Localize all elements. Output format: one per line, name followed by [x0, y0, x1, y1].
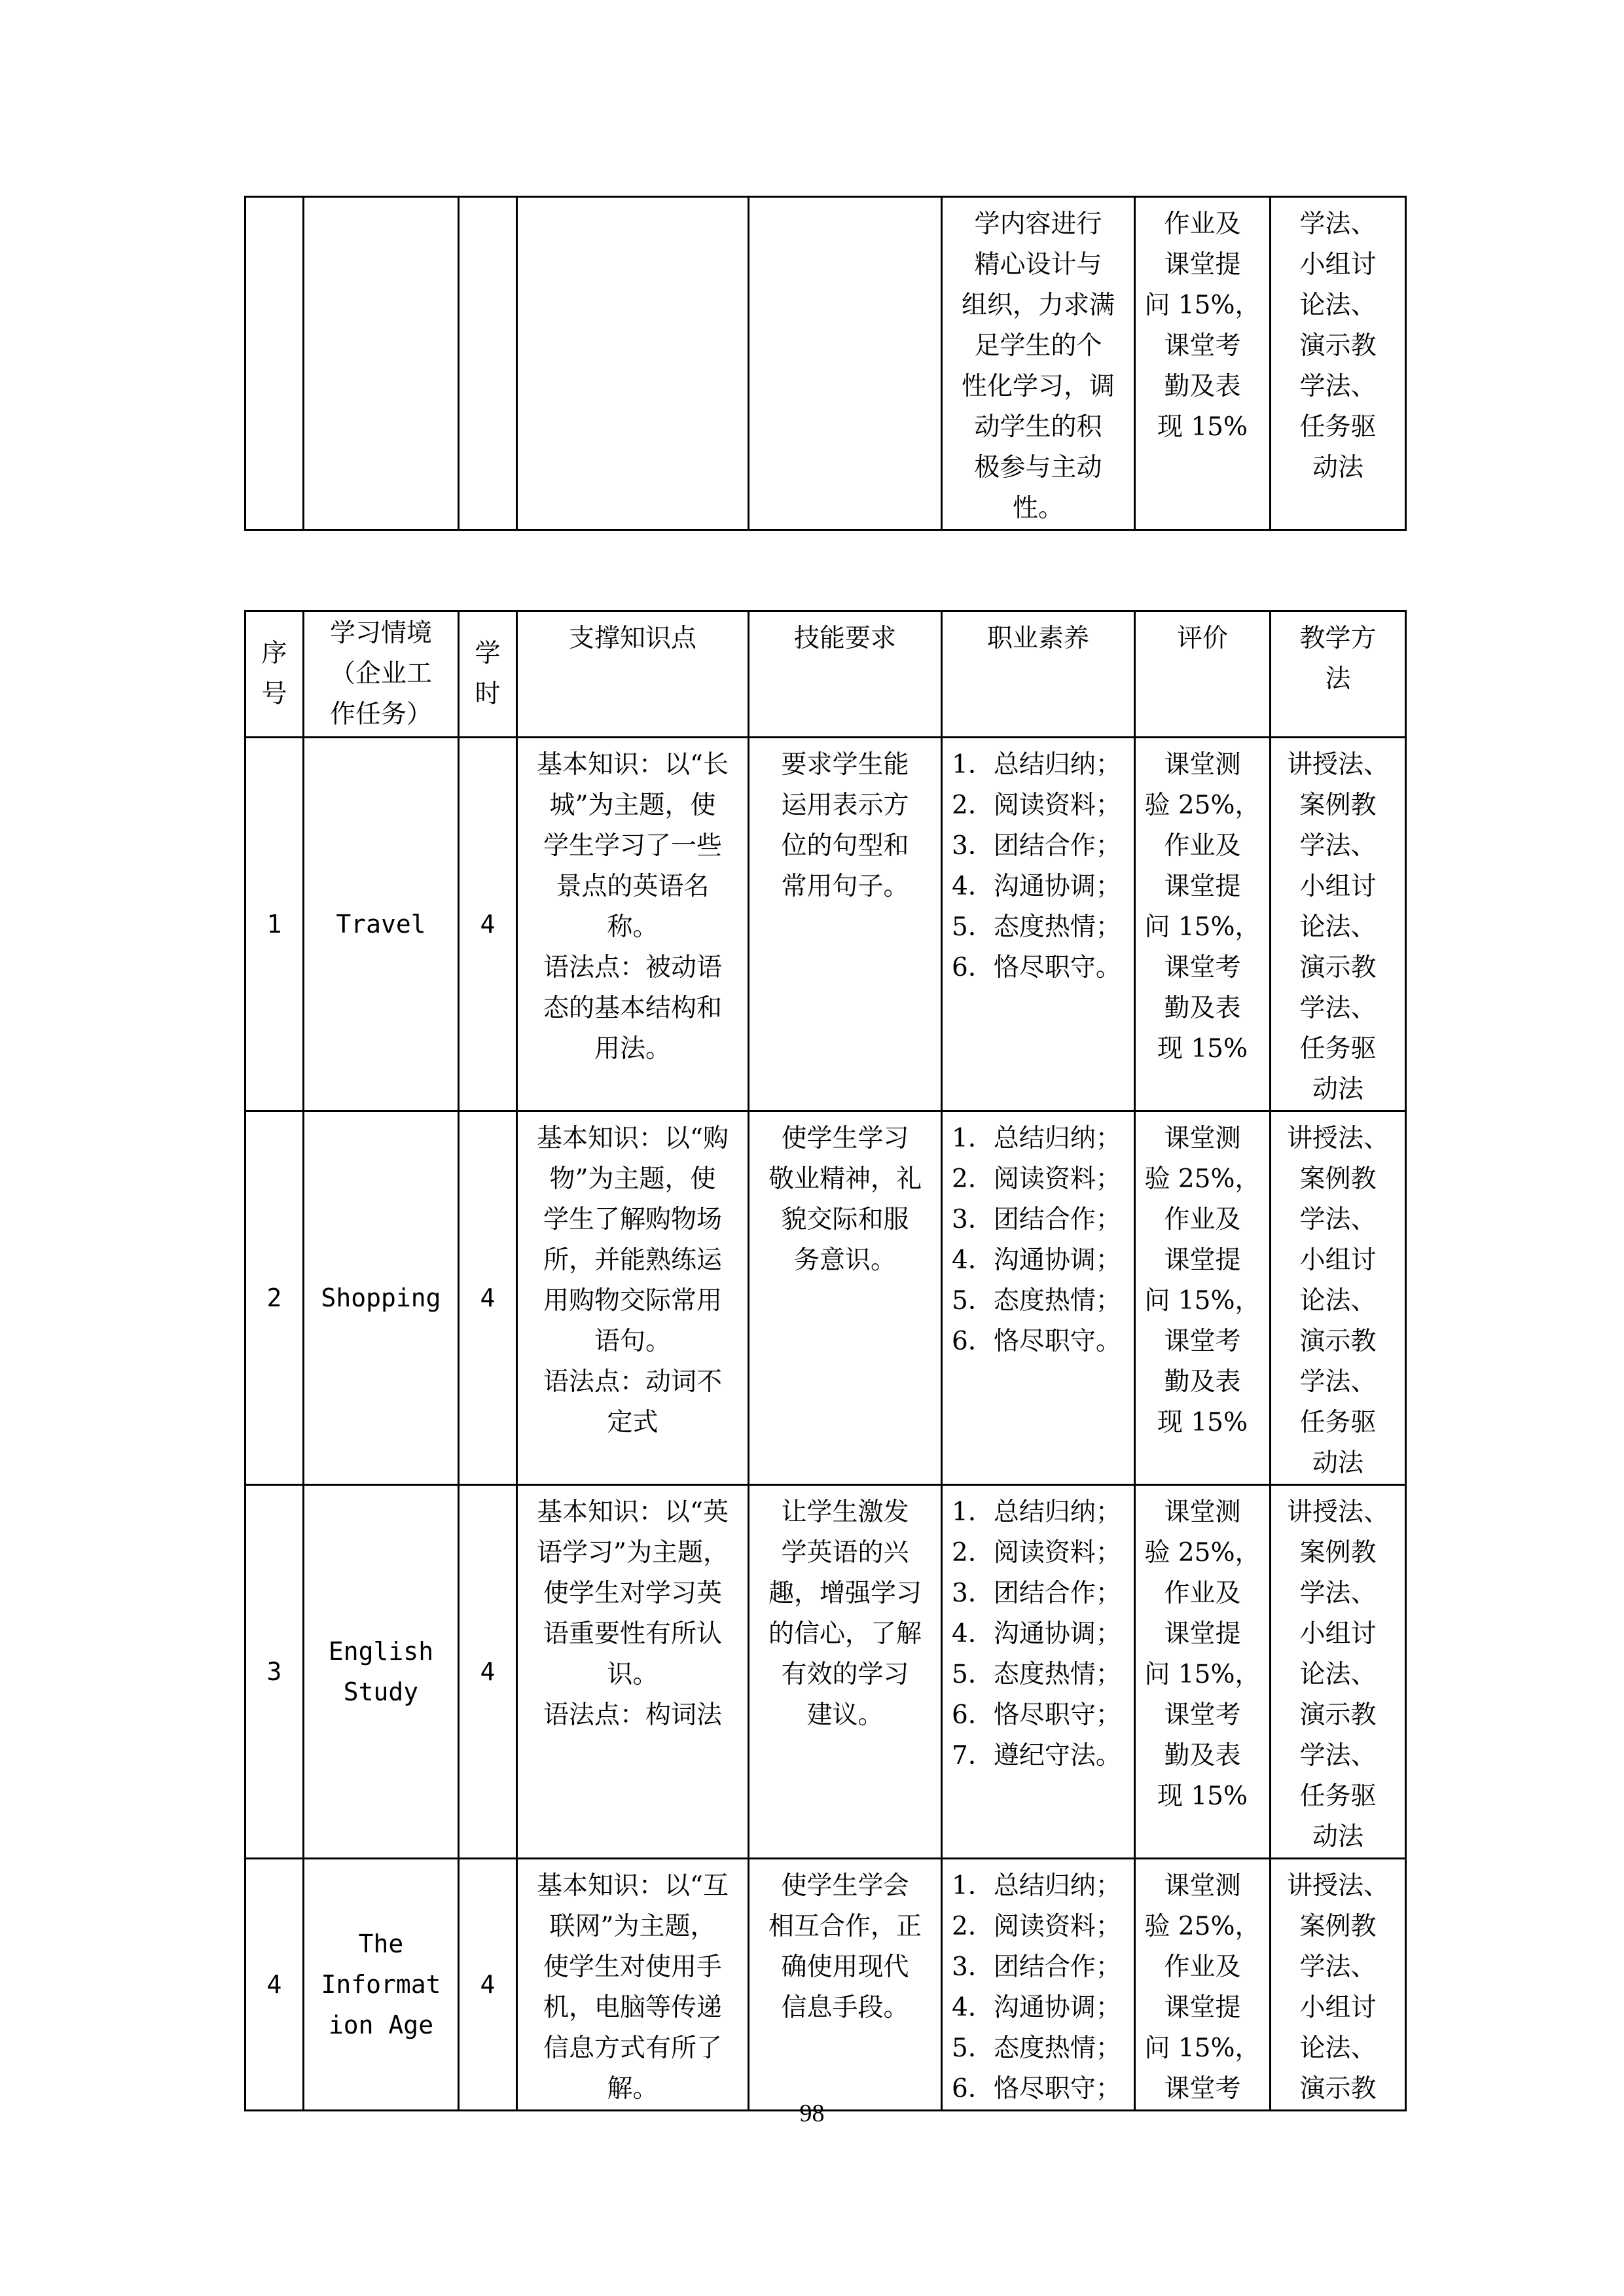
method-line: 论法、: [1299, 1660, 1377, 1689]
seq-cell: 4: [245, 1859, 304, 2111]
vocational-line: 2．阅读资料；: [952, 1912, 1121, 1941]
scenario-line: The: [358, 1929, 404, 1958]
continuation-row: [245, 197, 1406, 530]
vocational-cell: [942, 1859, 1135, 2111]
seq-cell: 3: [245, 1485, 304, 1859]
vocational-line: 3．团结合作；: [952, 1952, 1121, 1982]
evaluation-cell: [1135, 738, 1271, 1111]
skills-line: 常用句子。: [781, 872, 909, 901]
evaluation-line: 现 15%: [1157, 1782, 1248, 1811]
evaluation-line: 作业及: [1164, 831, 1241, 861]
vocational-cell: [942, 1485, 1135, 1859]
continuation-method-line: 学法、: [1299, 372, 1377, 401]
scenario-line: Study: [343, 1677, 419, 1706]
method-line: 演示教: [1299, 953, 1377, 982]
method-line: 论法、: [1299, 2034, 1377, 2063]
method-line: 案例教: [1299, 1538, 1377, 1568]
continuation-vocational-line: 学内容进行: [974, 209, 1102, 239]
continuation-evaluation-line: 勤及表: [1164, 372, 1241, 401]
vocational-line: 1．总结归纳；: [952, 1124, 1121, 1153]
method-line: 学法、: [1299, 1579, 1377, 1608]
knowledge-line: 学生了解购物场: [543, 1205, 722, 1234]
method-line: 学法、: [1299, 1367, 1377, 1397]
method-line: 动法: [1312, 1075, 1363, 1104]
skills-cell: [749, 738, 942, 1111]
skills-line: 让学生激发: [781, 1498, 909, 1527]
skills-line: 相互合作，正: [768, 1912, 922, 1941]
continuation-evaluation-cell: [1135, 197, 1271, 530]
evaluation-line: 课堂测: [1164, 1498, 1241, 1527]
page-number: 98: [799, 2100, 825, 2127]
header-scenario-line: 学习情境: [329, 619, 432, 648]
table-row: [245, 738, 1406, 1111]
knowledge-line: 学生学习了一些: [543, 831, 722, 861]
evaluation-line: 验 25%，: [1144, 791, 1261, 820]
vocational-line: 6．恪尽职守。: [952, 1327, 1121, 1356]
vocational-line: 5．态度热情；: [952, 1660, 1121, 1689]
continuation-vocational-line: 性。: [1012, 493, 1064, 523]
method-cell: [1271, 1859, 1406, 2111]
knowledge-line: 基本知识：以“购: [537, 1124, 729, 1153]
knowledge-line: 城”为主题，使: [549, 791, 716, 820]
evaluation-line: 作业及: [1164, 1952, 1241, 1982]
scenario-line: Travel: [336, 910, 426, 939]
skills-line: 确使用现代: [781, 1952, 909, 1982]
curriculum-table: [244, 610, 1407, 2111]
hours-cell: 4: [459, 1111, 517, 1485]
knowledge-line: 语法点：动词不: [543, 1367, 722, 1397]
evaluation-line: 课堂提: [1164, 1246, 1241, 1275]
method-line: 演示教: [1299, 1327, 1377, 1356]
continuation-table: [244, 196, 1407, 531]
knowledge-line: 联网”为主题，: [549, 1912, 716, 1941]
header-knowledge: 支撑知识点: [517, 611, 749, 738]
continuation-method-line: 动法: [1312, 453, 1363, 482]
continuation-evaluation-line: 现 15%: [1157, 412, 1248, 442]
continuation-evaluation-line: 作业及: [1164, 209, 1241, 239]
method-line: 动法: [1312, 1448, 1363, 1478]
knowledge-cell: [517, 738, 749, 1111]
skills-line: 使学生学会: [781, 1871, 909, 1901]
continuation-vocational-line: 组织，力求满: [961, 291, 1115, 320]
knowledge-line: 语句。: [594, 1327, 671, 1356]
continuation-vocational-line: 性化学习，调: [961, 372, 1115, 401]
scenario-line: Shopping: [321, 1283, 441, 1312]
vocational-line: 1．总结归纳；: [952, 750, 1121, 780]
evaluation-line: 课堂考: [1164, 953, 1241, 982]
knowledge-line: 使学生对学习英: [543, 1579, 722, 1608]
header-seq: [245, 611, 304, 738]
evaluation-line: 勤及表: [1164, 994, 1241, 1023]
header-hours-line: 学: [475, 639, 501, 668]
knowledge-line: 基本知识：以“互: [537, 1871, 729, 1901]
knowledge-line: 用购物交际常用: [543, 1286, 722, 1316]
vocational-line: 2．阅读资料；: [952, 1164, 1121, 1194]
seq-cell: 2: [245, 1111, 304, 1485]
vocational-line: 4．沟通协调；: [952, 1619, 1121, 1649]
header-scenario-line: 作任务）: [329, 700, 432, 729]
vocational-line: 6．恪尽职守；: [952, 2074, 1121, 2104]
method-line: 任务驱: [1299, 1782, 1377, 1811]
vocational-cell: [942, 738, 1135, 1111]
continuation-method-line: 论法、: [1299, 291, 1377, 320]
continuation-method-line: 任务驱: [1299, 412, 1377, 442]
continuation-vocational-cell: [942, 197, 1135, 530]
hours-cell: 4: [459, 738, 517, 1111]
method-line: 讲授法、: [1286, 1871, 1389, 1901]
header-seq-line: 序: [261, 639, 287, 668]
evaluation-line: 验 25%，: [1144, 1912, 1261, 1941]
method-cell: [1271, 738, 1406, 1111]
evaluation-line: 勤及表: [1164, 1741, 1241, 1770]
skills-cell: [749, 1485, 942, 1859]
method-line: 论法、: [1299, 1286, 1377, 1316]
evaluation-line: 作业及: [1164, 1579, 1241, 1608]
vocational-cell: [942, 1111, 1135, 1485]
evaluation-line: 勤及表: [1164, 1367, 1241, 1397]
continuation-method-line: 演示教: [1299, 331, 1377, 361]
vocational-line: 5．态度热情；: [952, 1286, 1121, 1316]
evaluation-line: 课堂提: [1164, 872, 1241, 901]
evaluation-line: 作业及: [1164, 1205, 1241, 1234]
skills-cell: [749, 1859, 942, 2111]
evaluation-cell: [1135, 1859, 1271, 2111]
vocational-line: 6．恪尽职守。: [952, 953, 1121, 982]
header-evaluation: 评价: [1135, 611, 1271, 738]
evaluation-cell: [1135, 1111, 1271, 1485]
continuation-evaluation-line: 课堂提: [1164, 250, 1241, 279]
evaluation-line: 课堂测: [1164, 1871, 1241, 1901]
skills-line: 位的句型和: [781, 831, 909, 861]
method-line: 小组讨: [1299, 1619, 1377, 1649]
continuation-evaluation-line: 问 15%，: [1144, 291, 1261, 320]
vocational-line: 4．沟通协调；: [952, 1993, 1121, 2022]
continuation-seq-cell: [245, 197, 304, 530]
skills-line: 有效的学习: [781, 1660, 909, 1689]
header-row: [245, 611, 1406, 738]
skills-line: 的信心，了解: [768, 1619, 922, 1649]
continuation-method-line: 学法、: [1299, 209, 1377, 239]
header-hours-line: 时: [475, 679, 501, 709]
evaluation-line: 问 15%，: [1144, 912, 1261, 942]
evaluation-line: 问 15%，: [1144, 2034, 1261, 2063]
header-scenario-line: （企业工: [329, 659, 432, 689]
evaluation-line: 现 15%: [1157, 1034, 1248, 1064]
evaluation-line: 课堂提: [1164, 1619, 1241, 1649]
knowledge-line: 物”为主题，使: [549, 1164, 716, 1194]
continuation-knowledge-cell: [517, 197, 749, 530]
seq-cell: 1: [245, 738, 304, 1111]
knowledge-cell: [517, 1859, 749, 2111]
evaluation-line: 课堂考: [1164, 1700, 1241, 1730]
knowledge-line: 解。: [607, 2074, 659, 2104]
header-method-line: 教学方: [1299, 624, 1377, 653]
method-cell: [1271, 1111, 1406, 1485]
header-vocational: 职业素养: [942, 611, 1135, 738]
knowledge-line: 语重要性有所认: [543, 1619, 722, 1649]
evaluation-line: 问 15%，: [1144, 1286, 1261, 1316]
method-line: 学法、: [1299, 1952, 1377, 1982]
continuation-vocational-line: 动学生的积: [974, 412, 1102, 442]
scenario-cell: [304, 1485, 459, 1859]
method-line: 讲授法、: [1286, 750, 1389, 780]
table-row: [245, 1485, 1406, 1859]
knowledge-cell: [517, 1485, 749, 1859]
evaluation-line: 课堂提: [1164, 1993, 1241, 2022]
vocational-line: 6．恪尽职守；: [952, 1700, 1121, 1730]
vocational-line: 5．态度热情；: [952, 2034, 1121, 2063]
evaluation-line: 问 15%，: [1144, 1660, 1261, 1689]
skills-line: 趣，增强学习: [768, 1579, 922, 1608]
method-line: 案例教: [1299, 1912, 1377, 1941]
method-line: 学法、: [1299, 1205, 1377, 1234]
header-seq-line: 号: [261, 679, 287, 709]
scenario-cell: [304, 1859, 459, 2111]
method-line: 讲授法、: [1286, 1124, 1389, 1153]
header-hours: [459, 611, 517, 738]
vocational-line: 1．总结归纳；: [952, 1871, 1121, 1901]
knowledge-cell: [517, 1111, 749, 1485]
method-line: 案例教: [1299, 1164, 1377, 1194]
scenario-line: Informat: [321, 1970, 441, 1999]
knowledge-line: 语法点：构词法: [543, 1700, 722, 1730]
method-line: 学法、: [1299, 994, 1377, 1023]
vocational-line: 2．阅读资料；: [952, 1538, 1121, 1568]
method-line: 任务驱: [1299, 1408, 1377, 1437]
knowledge-line: 用法。: [594, 1034, 671, 1064]
continuation-hours-cell: [459, 197, 517, 530]
method-line: 学法、: [1299, 831, 1377, 861]
evaluation-line: 现 15%: [1157, 1408, 1248, 1437]
method-line: 演示教: [1299, 2074, 1377, 2104]
evaluation-line: 验 25%，: [1144, 1164, 1261, 1194]
evaluation-cell: [1135, 1485, 1271, 1859]
skills-line: 敬业精神，礼: [768, 1164, 922, 1194]
knowledge-line: 识。: [607, 1660, 659, 1689]
vocational-line: 1．总结归纳；: [952, 1498, 1121, 1527]
skills-line: 建议。: [806, 1700, 884, 1730]
knowledge-line: 景点的英语名: [556, 872, 710, 901]
continuation-vocational-line: 精心设计与: [974, 250, 1102, 279]
table-row: [245, 1859, 1406, 2111]
table-row: [245, 1111, 1406, 1485]
method-line: 小组讨: [1299, 872, 1377, 901]
knowledge-line: 称。: [607, 912, 659, 942]
vocational-line: 4．沟通协调；: [952, 1246, 1121, 1275]
skills-line: 务意识。: [793, 1246, 896, 1275]
continuation-vocational-line: 极参与主动: [974, 453, 1102, 482]
method-line: 任务驱: [1299, 1034, 1377, 1064]
scenario-line: English: [328, 1637, 434, 1666]
scenario-cell: [304, 1111, 459, 1485]
hours-cell: 4: [459, 1485, 517, 1859]
method-line: 小组讨: [1299, 1246, 1377, 1275]
knowledge-line: 使学生对使用手: [543, 1952, 722, 1982]
evaluation-line: 课堂考: [1164, 1327, 1241, 1356]
hours-cell: 4: [459, 1859, 517, 2111]
knowledge-line: 信息方式有所了: [543, 2034, 722, 2063]
vocational-line: 2．阅读资料；: [952, 791, 1121, 820]
skills-line: 运用表示方: [781, 791, 909, 820]
method-cell: [1271, 1485, 1406, 1859]
knowledge-line: 态的基本结构和: [543, 994, 722, 1023]
continuation-method-cell: [1271, 197, 1406, 530]
scenario-line: ion Age: [328, 2011, 434, 2039]
method-line: 小组讨: [1299, 1993, 1377, 2022]
knowledge-line: 语学习”为主题，: [537, 1538, 729, 1568]
knowledge-line: 语法点：被动语: [543, 953, 722, 982]
header-method-line: 法: [1325, 664, 1351, 694]
continuation-skills-cell: [749, 197, 942, 530]
method-line: 论法、: [1299, 912, 1377, 942]
method-line: 演示教: [1299, 1700, 1377, 1730]
continuation-evaluation-line: 课堂考: [1164, 331, 1241, 361]
continuation-vocational-line: 足学生的个: [974, 331, 1102, 361]
knowledge-line: 基本知识：以“英: [537, 1498, 729, 1527]
evaluation-line: 课堂测: [1164, 750, 1241, 780]
vocational-line: 3．团结合作；: [952, 831, 1121, 861]
header-scenario: [304, 611, 459, 738]
method-line: 动法: [1312, 1822, 1363, 1852]
knowledge-line: 机，电脑等传递: [543, 1993, 722, 2022]
method-line: 学法、: [1299, 1741, 1377, 1770]
skills-line: 貌交际和服: [781, 1205, 909, 1234]
continuation-scenario-cell: [304, 197, 459, 530]
skills-line: 学英语的兴: [781, 1538, 909, 1568]
header-skills: 技能要求: [749, 611, 942, 738]
method-line: 讲授法、: [1286, 1498, 1389, 1527]
vocational-line: 3．团结合作；: [952, 1579, 1121, 1608]
vocational-line: 5．态度热情；: [952, 912, 1121, 942]
scenario-cell: [304, 738, 459, 1111]
skills-cell: [749, 1111, 942, 1485]
skills-line: 使学生学习: [781, 1124, 909, 1153]
evaluation-line: 验 25%，: [1144, 1538, 1261, 1568]
knowledge-line: 定式: [607, 1408, 659, 1437]
vocational-line: 4．沟通协调；: [952, 872, 1121, 901]
skills-line: 信息手段。: [781, 1993, 909, 2022]
knowledge-line: 基本知识：以“长: [537, 750, 729, 780]
knowledge-line: 所，并能熟练运: [543, 1246, 722, 1275]
vocational-line: 7．遵纪守法。: [952, 1741, 1121, 1770]
continuation-method-line: 小组讨: [1299, 250, 1377, 279]
header-method: [1271, 611, 1406, 738]
method-line: 案例教: [1299, 791, 1377, 820]
skills-line: 要求学生能: [781, 750, 909, 780]
evaluation-line: 课堂测: [1164, 1124, 1241, 1153]
vocational-line: 3．团结合作；: [952, 1205, 1121, 1234]
evaluation-line: 课堂考: [1164, 2074, 1241, 2104]
